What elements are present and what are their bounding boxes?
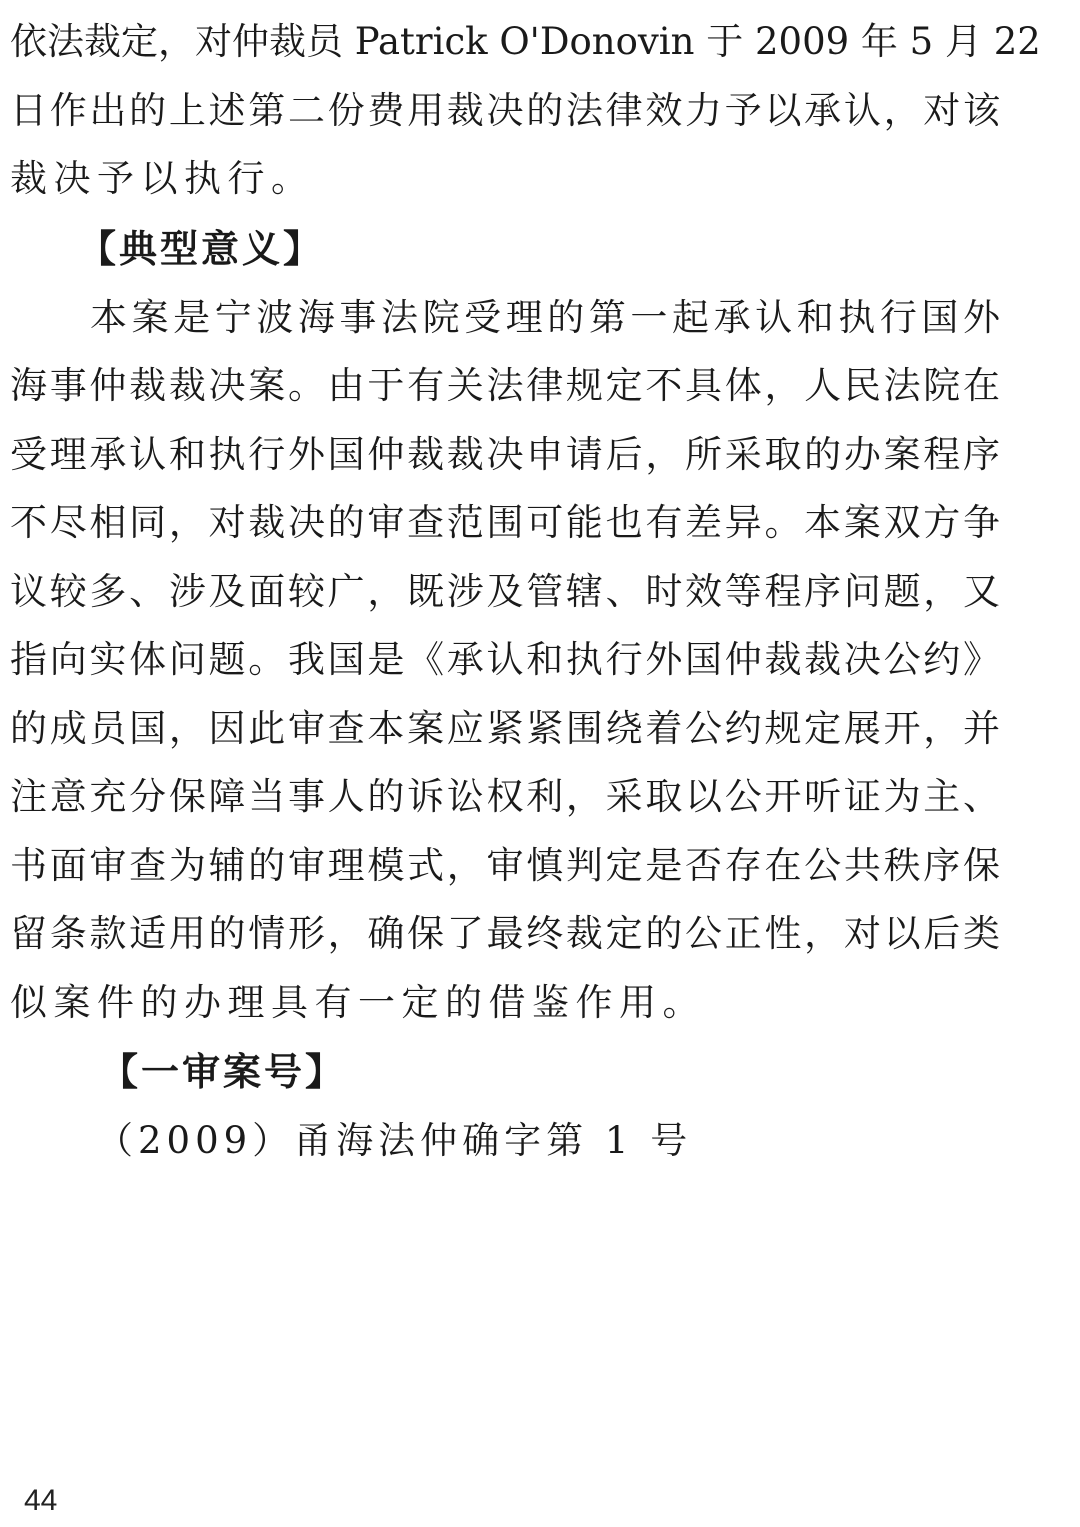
paragraph-line: 海事仲裁裁决案。由于有关法律规定不具体，人民法院在 (10, 364, 1000, 407)
paragraph-line: 指向实体问题。我国是《承认和执行外国仲裁裁决公约》 (10, 638, 1000, 681)
case-number: （2009）甬海法仲确字第 1 号 (96, 1119, 693, 1162)
document-page (10, 8, 1041, 1176)
paragraph-line: 的成员国，因此审查本案应紧紧围绕着公约规定展开，并 (10, 706, 1000, 750)
paragraph-line: 留条款适用的情形，确保了最终裁定的公正性，对以后类 (10, 912, 1000, 955)
paragraph-line: 似案件的办理具有一定的借鉴作用。 (10, 980, 706, 1024)
paragraph-line: 依法裁定，对仲裁员 Patrick O'Donovin 于 2009 年 5 月 22 (10, 20, 1041, 63)
page-number: 44 (24, 1484, 58, 1517)
paragraph-line: 本案是宁波海事法院受理的第一起承认和执行国外 (90, 295, 1000, 339)
paragraph-line: 日作出的上述第二份费用裁决的法律效力予以承认，对该 (10, 88, 1000, 132)
paragraph-line: 裁决予以执行。 (10, 157, 315, 200)
paragraph-line: 受理承认和执行外国仲裁裁决申请后，所采取的办案程序 (10, 432, 1000, 476)
paragraph-line: 议较多、涉及面较广，既涉及管辖、时效等程序问题，又 (10, 569, 1000, 613)
section-heading-significance: 【典型意义】 (78, 226, 325, 271)
paragraph-line: 不尽相同，对裁决的审查范围可能也有差异。本案双方争 (10, 501, 1000, 544)
paragraph-line: 书面审查为辅的审理模式，审慎判定是否存在公共秩序保 (10, 843, 1000, 887)
section-heading-case-number: 【一审案号】 (100, 1050, 347, 1094)
paragraph-line: 注意充分保障当事人的诉讼权利，采取以公开听证为主、 (10, 775, 1000, 818)
